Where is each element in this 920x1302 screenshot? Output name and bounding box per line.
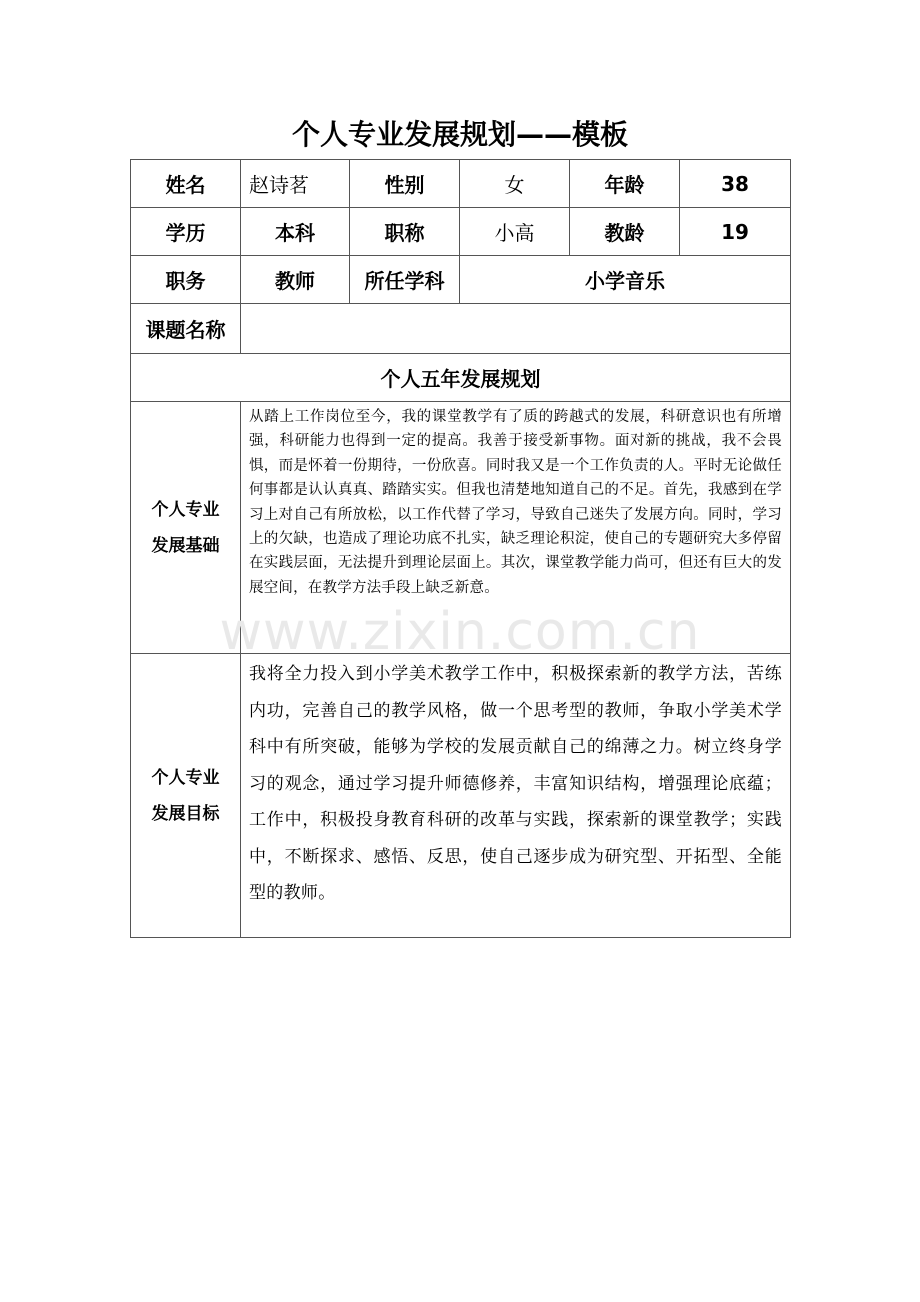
document-title: 个人专业发展规划——模板	[291, 118, 628, 151]
topic-label: 课题名称	[131, 304, 241, 354]
goal-row	[131, 654, 791, 938]
age-value: 38	[680, 160, 791, 208]
position-label: 职务	[131, 256, 241, 304]
info-row-1	[131, 160, 791, 208]
info-row-3	[131, 256, 791, 304]
teaching-years-value: 19	[680, 208, 791, 256]
name-label: 姓名	[131, 160, 241, 208]
education-value: 本科	[241, 208, 350, 256]
section-title: 个人五年发展规划	[131, 354, 791, 402]
goal-text: 我将全力投入到小学美术教学工作中，积极探索新的教学方法，苦练内功，完善自己的教学风格，做一个思考型的教师，争取小学美术学科中有所突破，能够为学校的发展贡献自己的绵薄之力。树立终身学习的观念，通过学习提升师德修养，丰富知识结构，增强理论底蕴；工作中，积极投身教育科研的改革与实践，探索新的课堂教学；实践中，不断探求、感悟、反思，使自己逐步成为研究型、开拓型、全能型的教师。	[241, 654, 791, 938]
basis-text: 从踏上工作岗位至今，我的课堂教学有了质的跨越式的发展，科研意识也有所增强，科研能力也得到一定的提高。我善于接受新事物。面对新的挑战，我不会畏惧，而是怀着一份期待，一份欣喜。同时我又是一个工作负责的人。平时无论做任何事都是认认真真、踏踏实实。但我也清楚地知道自己的不足。首先，我感到在学习上对自己有所放松，以工作代替了学习，导致自己迷失了发展方向。同时，学习上的欠缺，也造成了理论功底不扎实，缺乏理论积淀，使自己的专题研究大多停留在实践层面，无法提升到理论层面上。其次，课堂教学能力尚可，但还有巨大的发展空间，在教学方法手段上缺乏新意。	[241, 402, 791, 654]
basis-label	[131, 402, 241, 654]
gender-label: 性别	[350, 160, 460, 208]
basis-label-line2: 发展基础	[151, 535, 220, 556]
position-value: 教师	[241, 256, 350, 304]
basis-label-line1: 个人专业	[151, 499, 220, 520]
basis-row	[131, 402, 791, 654]
section-row	[131, 354, 791, 402]
topic-value	[241, 304, 791, 354]
title-value: 小高	[460, 208, 570, 256]
watermark: www.zixin.com.cn	[219, 602, 701, 662]
goal-label	[131, 654, 241, 938]
development-plan-form	[130, 159, 791, 938]
goal-label-line2: 发展目标	[151, 803, 220, 824]
topic-row	[131, 304, 791, 354]
info-row-2	[131, 208, 791, 256]
goal-label-line1: 个人专业	[151, 767, 220, 788]
teaching-years-label: 教龄	[570, 208, 680, 256]
subject-value: 小学音乐	[460, 256, 791, 304]
title-label: 职称	[350, 208, 460, 256]
age-label: 年龄	[570, 160, 680, 208]
gender-value: 女	[460, 160, 570, 208]
subject-label: 所任学科	[350, 256, 460, 304]
name-value: 赵诗茗	[241, 160, 350, 208]
education-label: 学历	[131, 208, 241, 256]
